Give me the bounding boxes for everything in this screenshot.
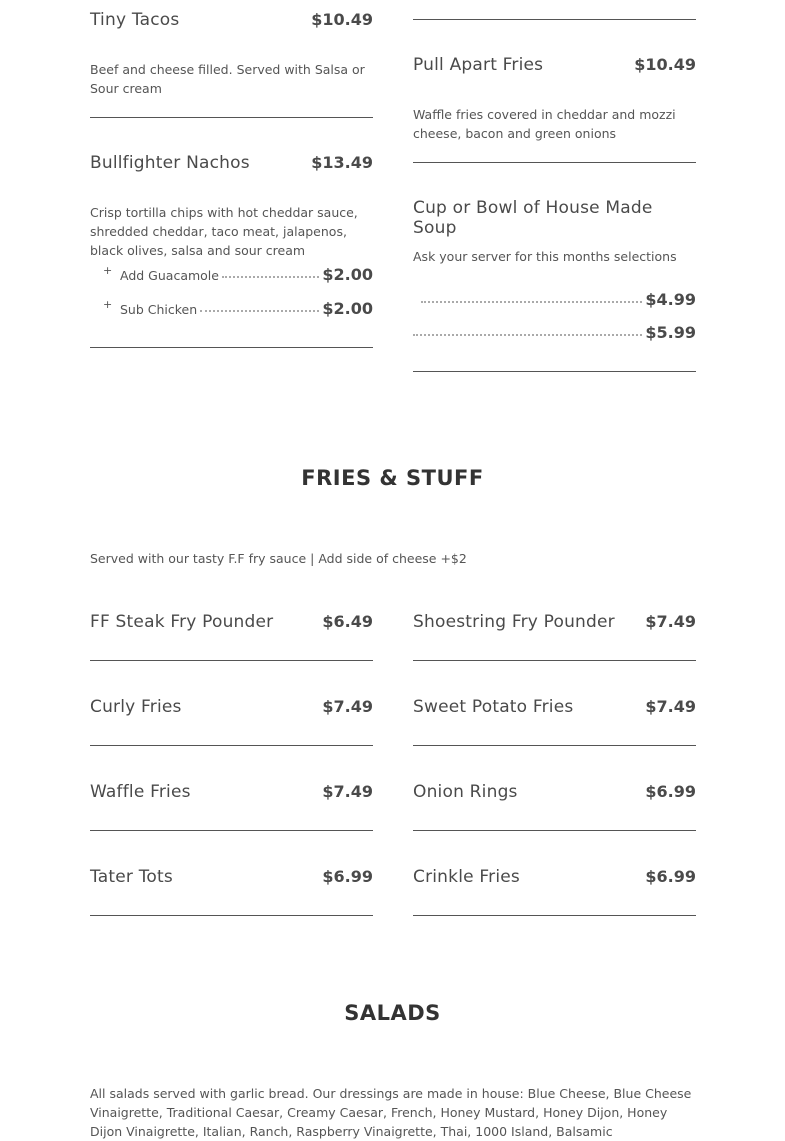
item-name: Sweet Potato Fries bbox=[413, 697, 574, 717]
menu-item bbox=[90, 612, 373, 632]
addon-row bbox=[90, 299, 373, 321]
item-price: $7.49 bbox=[645, 612, 696, 631]
divider bbox=[90, 745, 373, 746]
item-price: $7.49 bbox=[322, 782, 373, 801]
item-price: $6.99 bbox=[645, 867, 696, 886]
menu-item-pull-apart-fries bbox=[413, 55, 696, 75]
item-name: Curly Fries bbox=[90, 697, 182, 717]
item-price: $10.49 bbox=[634, 55, 696, 74]
option-price: $4.99 bbox=[645, 290, 696, 309]
plus-icon: + bbox=[103, 298, 113, 311]
addon-price: $2.00 bbox=[322, 299, 373, 318]
menu-item bbox=[90, 697, 373, 717]
appetizers-right-column bbox=[413, 0, 696, 380]
menu-item bbox=[90, 782, 373, 802]
menu-item bbox=[413, 612, 696, 632]
item-price: $13.49 bbox=[311, 153, 373, 172]
option-row bbox=[413, 323, 696, 345]
dot-leader bbox=[200, 309, 319, 312]
item-price: $6.49 bbox=[322, 612, 373, 631]
item-name: Bullfighter Nachos bbox=[90, 153, 250, 173]
divider bbox=[90, 830, 373, 831]
section-note-fries: Served with our tasty F.F fry sauce | Add side of cheese +$2 bbox=[90, 551, 467, 566]
item-name: Cup or Bowl of House Made Soup bbox=[413, 198, 653, 238]
item-description: Beef and cheese filled. Served with Salsa or Sour cream bbox=[90, 62, 365, 96]
divider bbox=[413, 830, 696, 831]
item-price: $10.49 bbox=[311, 10, 373, 29]
addon-label: Add Guacamole bbox=[120, 268, 219, 283]
item-name: Tiny Tacos bbox=[90, 10, 180, 30]
divider bbox=[413, 745, 696, 746]
addon-label: Sub Chicken bbox=[120, 302, 198, 317]
addon-row bbox=[90, 265, 373, 287]
item-name: Crinkle Fries bbox=[413, 867, 520, 887]
option-price: $5.99 bbox=[645, 323, 696, 342]
section-note-salads: All salads served with garlic bread. Our dressings are made in house: Blue Cheese, Blue Cheese Vinaigrette, Traditional Caesar, Creamy Caesar, French, Honey Mustard, Honey Dijon, Honey Dijon Vinaigrette, Italian, Ranch, Raspberry Vinaigrette, Thai, 1000 Island, Balsamic bbox=[90, 1086, 692, 1139]
menu-item bbox=[90, 867, 373, 887]
section-title-salads: SALADS bbox=[344, 1001, 441, 1025]
menu-item bbox=[413, 782, 696, 802]
item-name: Tater Tots bbox=[90, 867, 173, 887]
menu-item bbox=[413, 697, 696, 717]
option-row bbox=[413, 290, 696, 312]
divider bbox=[90, 915, 373, 916]
menu-item-bullfighter-nachos bbox=[90, 153, 373, 173]
divider bbox=[90, 660, 373, 661]
item-description: Waffle fries covered in cheddar and mozzi cheese, bacon and green onions bbox=[413, 107, 676, 141]
item-description: Ask your server for this months selections bbox=[413, 249, 677, 264]
menu-item-tiny-tacos bbox=[90, 10, 373, 30]
dot-leader bbox=[421, 300, 642, 303]
item-name: Shoestring Fry Pounder bbox=[413, 612, 615, 632]
divider bbox=[413, 660, 696, 661]
menu-item bbox=[413, 867, 696, 887]
divider bbox=[413, 915, 696, 916]
item-price: $6.99 bbox=[645, 782, 696, 801]
divider bbox=[90, 347, 373, 348]
menu-item-soup bbox=[413, 198, 696, 238]
item-name: Pull Apart Fries bbox=[413, 55, 544, 75]
divider bbox=[413, 162, 696, 163]
item-price: $6.99 bbox=[322, 867, 373, 886]
divider bbox=[413, 371, 696, 372]
item-name: FF Steak Fry Pounder bbox=[90, 612, 274, 632]
divider bbox=[413, 19, 696, 20]
item-name: Onion Rings bbox=[413, 782, 518, 802]
item-description: Crisp tortilla chips with hot cheddar sauce, shredded cheddar, taco meat, jalapenos, black olives, salsa and sour cream bbox=[90, 205, 358, 258]
appetizers-left-column bbox=[90, 0, 373, 360]
item-name: Waffle Fries bbox=[90, 782, 191, 802]
addon-price: $2.00 bbox=[322, 265, 373, 284]
section-title-fries: FRIES & STUFF bbox=[301, 466, 484, 490]
divider bbox=[90, 117, 373, 118]
plus-icon: + bbox=[103, 264, 113, 277]
item-price: $7.49 bbox=[645, 697, 696, 716]
dot-leader bbox=[413, 333, 642, 336]
dot-leader bbox=[222, 275, 319, 278]
item-price: $7.49 bbox=[322, 697, 373, 716]
